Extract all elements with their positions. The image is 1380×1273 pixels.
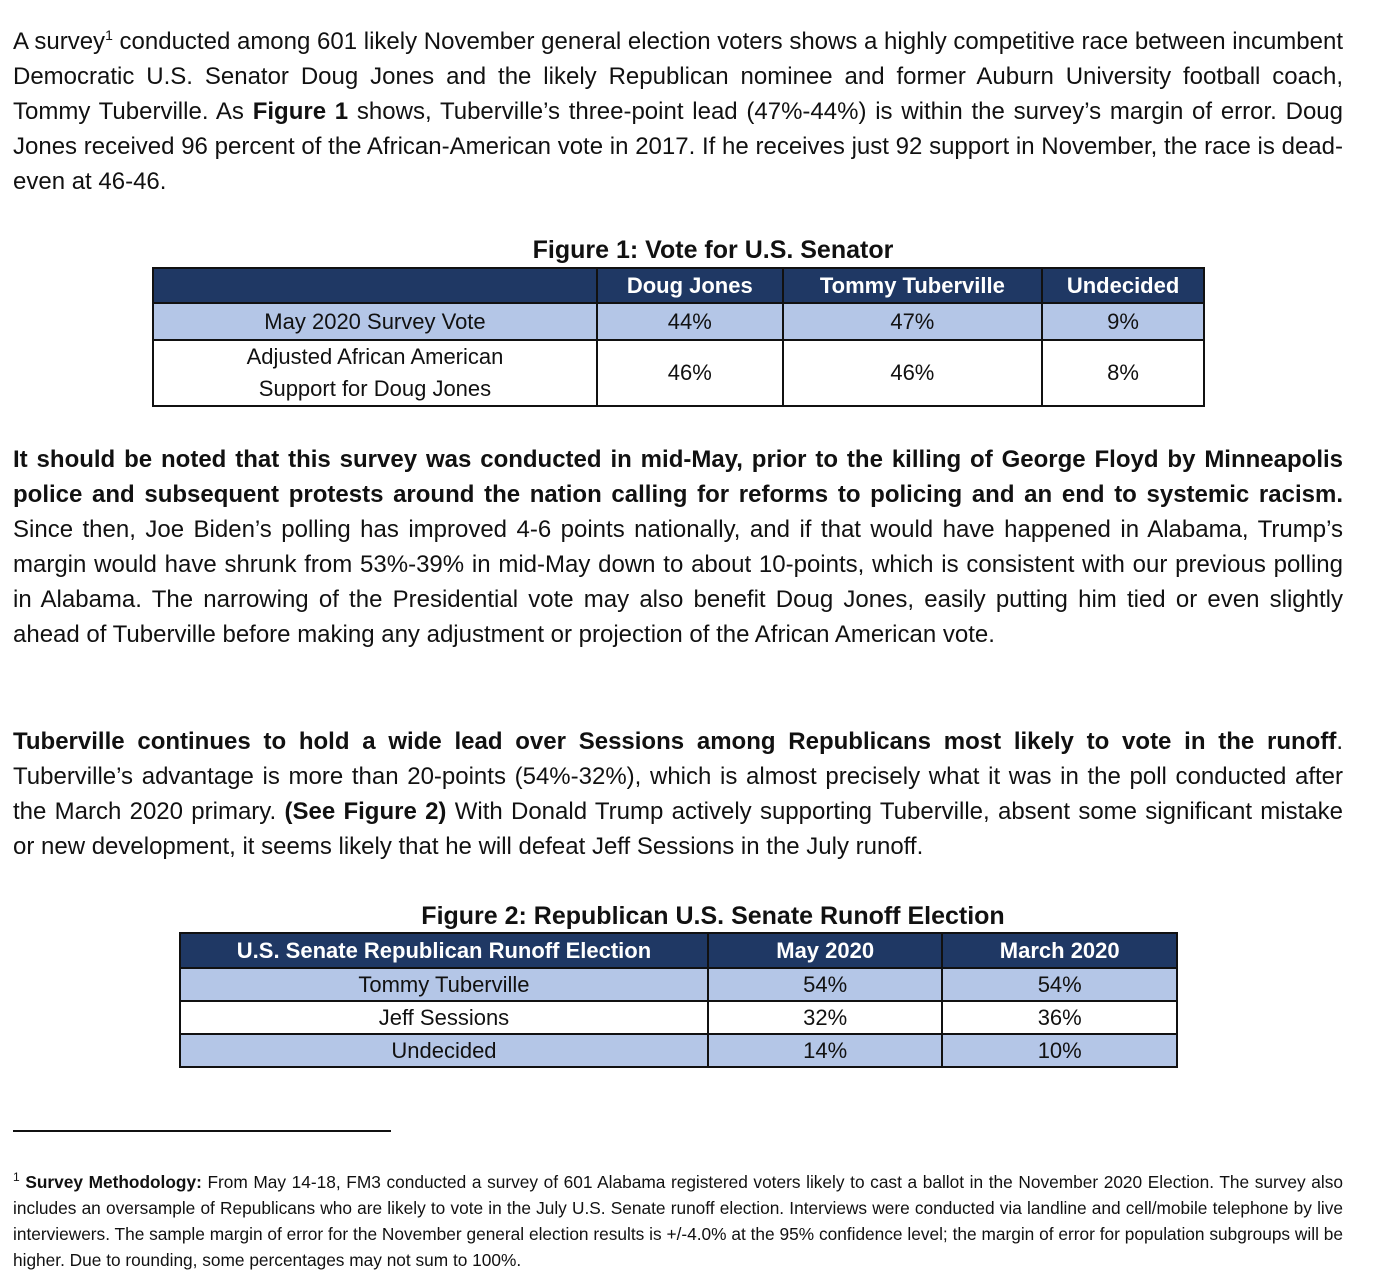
table-cell: 46% — [783, 340, 1043, 406]
figure2-reference: (See Figure 2) — [284, 798, 447, 825]
intro-text-part1: conducted among 601 likely November general election voters shows a highly competitive race between incumbent Democratic U.S. Senator Doug Jones and the likely Republican nominee and former Auburn University football coach, Tommy Tuberville. As — [13, 28, 1344, 125]
figure1-header-undecided: Undecided — [1042, 268, 1204, 303]
row-label: Tommy Tuberville — [180, 968, 708, 1001]
intro-text-part2: shows, Tuberville’s three-point lead (47%-44%) is within the survey’s margin of error. Doug Jones received 96 percent of the African-American vote in 2017. If he receives just 92 support in November, the race is dead-even at 46-46. — [13, 98, 1343, 195]
figure1-header-blank — [153, 268, 597, 303]
figure2-table — [179, 932, 1178, 1068]
paragraph3-bold-text: Tuberville continues to hold a wide lead over Sessions among Republicans most likely to vote in the runoff — [13, 728, 1337, 755]
table-cell: 46% — [597, 340, 783, 406]
figure2-header-march-2020: March 2020 — [942, 933, 1177, 968]
table-cell: 10% — [942, 1034, 1177, 1067]
figure1-table — [152, 267, 1205, 407]
figure1-header-tommy-tuberville: Tommy Tuberville — [783, 268, 1043, 303]
table-cell: 44% — [597, 303, 783, 340]
footnote — [13, 1169, 1343, 1273]
row-label-line2: Support for Doug Jones — [258, 376, 492, 401]
runoff-paragraph — [13, 724, 1343, 864]
intro-lead-text: A survey — [13, 28, 106, 55]
paragraph3-text-part2: With Donald Trump actively supporting Tuberville, absent some significant mistake or new development, it seems likely that he will defeat Jeff Sessions in the July runoff. — [13, 798, 1343, 860]
row-label-text: May 2020 Survey Vote — [264, 308, 486, 334]
table-cell: 8% — [1042, 340, 1204, 406]
footnote-text: From May 14-18, FM3 conducted a survey of 601 Alabama registered voters likely to cast a ballot in the November 2020 Election. The survey also includes an oversample of Republicans who are likely to vote in the July U.S. Senate runoff election. Interviews were conducted via landline and cell/mobile telephone by live interviewers. The sample margin of error for the November general election results is +/-4.0% at the 95% confidence level; the margin of error for population subgroups will be higher. Due to rounding, some percentages may not sum to 100%. — [13, 1172, 1343, 1271]
figure2-header-row — [180, 933, 1177, 968]
footnote-mark: 1 — [13, 1170, 20, 1185]
table-cell: 47% — [783, 303, 1043, 340]
table-cell: 36% — [942, 1001, 1177, 1034]
table-cell: 9% — [1042, 303, 1204, 340]
footnote-bold-label: Survey Methodology: — [25, 1172, 202, 1193]
table-cell: 54% — [708, 968, 943, 1001]
row-label: Undecided — [180, 1034, 708, 1067]
paragraph2-bold-text: It should be noted that this survey was conducted in mid-May, prior to the killing of George Floyd by Minneapolis police and subsequent protests around the nation calling for reforms to policing and an end to systemic racism. — [13, 446, 1343, 508]
figure1-header-row — [153, 268, 1204, 303]
footnote-reference[interactable]: 1 — [105, 27, 113, 43]
table-row — [180, 1001, 1177, 1034]
paragraph2-text: Since then, Joe Biden’s polling has improved 4-6 points nationally, and if that would have happened in Alabama, Trump’s margin would have shrunk from 53%-39% in mid-May down to about 10-points, which is consistent with our previous polling in Alabama. The narrowing of the Presidential vote may also benefit Doug Jones, easily putting him tied or even slightly ahead of Tuberville before making any adjustment or projection of the African American vote. — [13, 516, 1343, 648]
figure2-header-may-2020: May 2020 — [708, 933, 943, 968]
table-row — [153, 340, 1204, 406]
table-cell: 32% — [708, 1001, 943, 1034]
table-cell: 54% — [942, 968, 1177, 1001]
george-floyd-paragraph — [13, 442, 1343, 652]
row-label — [153, 340, 597, 406]
figure1-header-doug-jones: Doug Jones — [597, 268, 783, 303]
table-row — [153, 303, 1204, 340]
paragraph3-text-part1: . Tuberville’s advantage is more than 20-points (54%-32%), which is almost precisely what it was in the poll conducted after the March 2020 primary. — [13, 728, 1343, 825]
table-cell: 14% — [708, 1034, 943, 1067]
table-row — [180, 1034, 1177, 1067]
figure1-reference: Figure 1 — [252, 98, 349, 125]
row-label-line1: Adjusted African American — [246, 344, 504, 369]
row-label — [153, 303, 597, 340]
figure1-title: Figure 1: Vote for U.S. Senator — [532, 236, 894, 264]
table-row — [180, 968, 1177, 1001]
figure2-header-election: U.S. Senate Republican Runoff Election — [180, 933, 708, 968]
intro-paragraph — [13, 24, 1343, 199]
row-label: Jeff Sessions — [180, 1001, 708, 1034]
figure2-title: Figure 2: Republican U.S. Senate Runoff Election — [421, 902, 1005, 930]
footnote-divider — [13, 1130, 391, 1132]
